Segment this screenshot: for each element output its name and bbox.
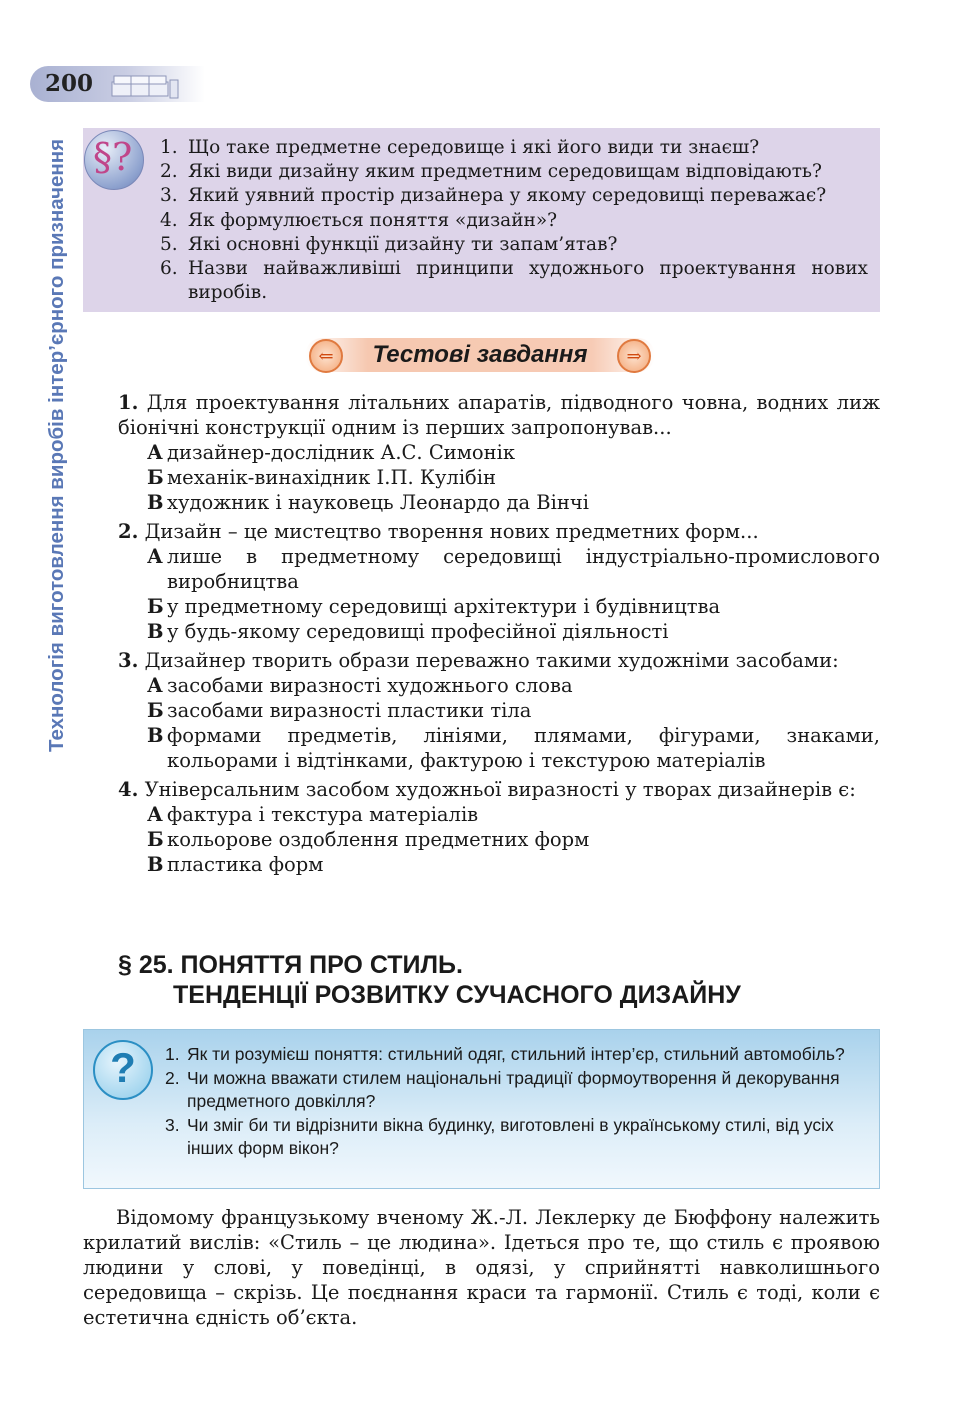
- question-number: 2.: [165, 1067, 180, 1088]
- intro-question: [165, 1043, 865, 1067]
- review-questions-list: [160, 136, 868, 305]
- option-text: засобами виразності пластики тіла: [167, 699, 532, 722]
- answer-option: [118, 465, 880, 490]
- question-number: 3.: [118, 649, 139, 672]
- review-question: [160, 184, 868, 208]
- section-heading: [118, 950, 741, 1010]
- review-question: [160, 257, 868, 305]
- question-text: Який уявний простір дизайнера у якому середовищі переважає?: [188, 185, 827, 207]
- option-letter: А: [147, 545, 163, 568]
- question-text: Чи можна вважати стилем національні традиції формоутворення й декорування предметного довкілля?: [187, 1067, 840, 1111]
- intro-question: [165, 1114, 865, 1161]
- paragraph-question-icon: §?: [84, 130, 144, 190]
- option-letter: В: [147, 853, 164, 876]
- option-letter: А: [147, 803, 163, 826]
- option-letter: Б: [147, 828, 164, 851]
- answer-option: [118, 723, 880, 773]
- answer-option: [118, 802, 880, 827]
- option-letter: Б: [147, 466, 164, 489]
- question-text: Що таке предметне середовище і які його види ти знаєш?: [188, 137, 760, 158]
- test-tasks: [118, 390, 880, 881]
- test-question: [118, 648, 880, 773]
- question-text: Назви найважливіші принципи художнього проектування нових виробів.: [188, 258, 868, 304]
- question-stem: Дизайн – це мистецтво творення нових предметних форм...: [144, 520, 759, 543]
- option-letter: В: [147, 620, 164, 643]
- question-number: 6.: [160, 258, 178, 280]
- question-number: 5.: [160, 233, 178, 255]
- question-stem: Для проектування літальних апаратів, підводного човна, водних лиж біонічні конструкції одним із перших запропонував...: [118, 391, 881, 439]
- option-letter: Б: [147, 595, 164, 618]
- question-number: 3.: [160, 185, 178, 207]
- side-title: Технологія виготовлення виробів інтер’єрного призначення: [45, 138, 68, 752]
- review-question: [160, 209, 868, 233]
- option-text: пластика форм: [167, 853, 324, 876]
- option-text: художник і науковець Леонардо да Вінчі: [167, 491, 589, 514]
- question-number: 1.: [118, 391, 139, 414]
- sofa-icon: [110, 72, 180, 100]
- option-letter: А: [147, 441, 163, 464]
- question-number: 4.: [118, 778, 139, 801]
- question-text: Які види дизайну яким предметним середовищам відповідають?: [188, 161, 822, 183]
- option-letter: Б: [147, 699, 164, 722]
- question-number: 2.: [160, 161, 178, 183]
- option-text: у предметному середовищі архітектури і будівництва: [167, 595, 721, 618]
- option-letter: В: [147, 491, 164, 514]
- test-question: [118, 519, 880, 644]
- test-question: [118, 390, 880, 515]
- intro-question: [165, 1067, 865, 1114]
- section-title-line1: § 25. ПОНЯТТЯ ПРО СТИЛЬ.: [118, 951, 463, 979]
- option-text: дизайнер-дослідник А.С. Симонік: [167, 441, 516, 464]
- answer-option: [118, 827, 880, 852]
- answer-option: [118, 594, 880, 619]
- question-number: 4.: [160, 209, 178, 231]
- answer-option: [118, 852, 880, 877]
- answer-option: [118, 673, 880, 698]
- answer-option: [118, 698, 880, 723]
- question-stem: Дизайнер творить образи переважно такими художніми засобами:: [144, 649, 839, 672]
- question-number: 2.: [118, 520, 139, 543]
- answer-option: [118, 544, 880, 594]
- option-text: у будь-якому середовищі професійної діяльності: [167, 620, 669, 643]
- body-paragraph: Відомому французькому вченому Ж.-Л. Леклерку де Бюффону належить крилатий вислів: «Стиль – це людина». Ідеться про те, що стиль є проявою людини у слові, у поведінці, в одязі, у сприйнятті навколишнього середовища – скрізь. Це поєднання краси та гармонії. Стиль є тоді, коли є естетична єдність об’єкта.: [83, 1206, 880, 1329]
- test-question: [118, 777, 880, 877]
- question-text: Як формулюється поняття «дизайн»?: [188, 209, 558, 231]
- question-text: Чи зміг би ти відрізнити вікна будинку, виготовлені в українському стилі, від усіх інших форм вікон?: [187, 1114, 834, 1158]
- answer-option: [118, 440, 880, 465]
- option-letter: А: [147, 674, 163, 697]
- option-text: лише в предметному середовищі індустріально-промислового виробництва: [167, 545, 880, 593]
- review-question: [160, 160, 868, 184]
- option-text: формами предметів, лініями, плямами, фігурами, знаками, кольорами і відтінками, фактурою і текстурою матеріалів: [167, 724, 880, 772]
- arrow-left-icon: ⇐: [309, 339, 343, 373]
- option-text: засобами виразності художнього слова: [167, 674, 573, 697]
- question-number: 3.: [165, 1114, 180, 1135]
- page-number: 200: [45, 70, 94, 97]
- answer-option: [118, 490, 880, 515]
- review-question: [160, 136, 868, 160]
- question-mark-icon: ?: [93, 1040, 153, 1100]
- question-text: Які основні функції дизайну ти запам’ятав?: [188, 233, 618, 255]
- question-number: 1.: [165, 1044, 180, 1064]
- section-title-line2: ТЕНДЕНЦІЇ РОЗВИТКУ СУЧАСНОГО ДИЗАЙНУ: [173, 981, 741, 1009]
- question-stem: Універсальним засобом художньої виразності у творах дизайнерів є:: [144, 778, 856, 801]
- intro-questions-list: [165, 1043, 865, 1161]
- tests-heading: Тестові завдання: [372, 341, 588, 368]
- arrow-right-icon: ⇒: [617, 339, 651, 373]
- question-text: Як ти розумієш поняття: стильний одяг, стильний інтер’єр, стильний автомобіль?: [187, 1044, 845, 1064]
- option-text: кольорове оздоблення предметних форм: [167, 828, 590, 851]
- question-number: 1.: [160, 137, 178, 158]
- option-text: механік-винахідник І.П. Кулібін: [167, 466, 497, 489]
- review-question: [160, 233, 868, 257]
- answer-option: [118, 619, 880, 644]
- option-text: фактура і текстура матеріалів: [167, 803, 479, 826]
- tests-heading-banner: [305, 338, 655, 372]
- option-letter: В: [147, 724, 164, 747]
